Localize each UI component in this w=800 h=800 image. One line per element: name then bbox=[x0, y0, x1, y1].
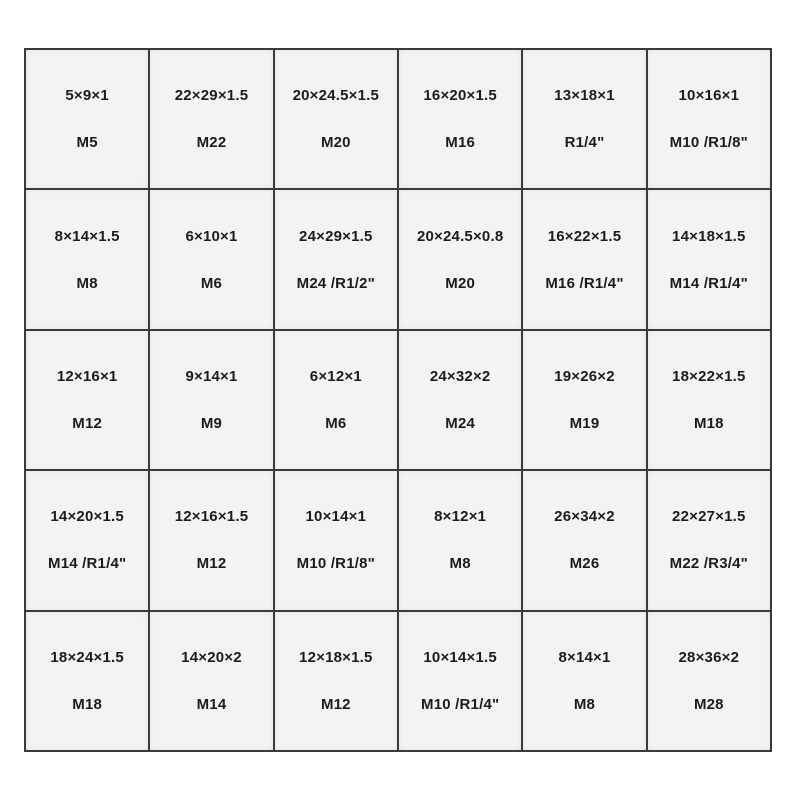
cell-size-label: 8×14×1 bbox=[558, 648, 611, 666]
grid-cell bbox=[399, 50, 521, 188]
cell-thread-label: M22 bbox=[196, 134, 227, 152]
cell-thread-label: M8 bbox=[449, 555, 471, 573]
grid-cell bbox=[150, 190, 272, 328]
grid-cell bbox=[150, 50, 272, 188]
cell-size-label: 8×12×1 bbox=[434, 508, 487, 526]
cell-thread-label: M16 /R1/4" bbox=[545, 274, 624, 292]
cell-thread-label: M6 bbox=[325, 414, 347, 432]
grid-cell bbox=[275, 50, 397, 188]
cell-thread-label: M10 /R1/8" bbox=[669, 134, 748, 152]
grid-cell bbox=[648, 50, 770, 188]
cell-thread-label: M14 /R1/4" bbox=[48, 555, 127, 573]
cell-size-label: 10×16×1 bbox=[678, 87, 740, 105]
grid-cell bbox=[399, 331, 521, 469]
cell-size-label: 14×20×2 bbox=[181, 648, 242, 666]
grid-cell bbox=[648, 190, 770, 328]
grid-cell bbox=[523, 331, 645, 469]
cell-thread-label: M9 bbox=[200, 414, 223, 432]
cell-size-label: 19×26×2 bbox=[554, 367, 615, 385]
cell-size-label: 8×14×1.5 bbox=[54, 227, 120, 245]
grid-cell bbox=[26, 612, 148, 750]
cell-size-label: 6×10×1 bbox=[185, 227, 238, 245]
cell-thread-label: M14 bbox=[196, 695, 227, 713]
cell-thread-label: M26 bbox=[569, 555, 600, 573]
cell-thread-label: M10 /R1/8" bbox=[296, 555, 375, 573]
cell-thread-label: M16 bbox=[445, 134, 476, 152]
cell-thread-label: M6 bbox=[200, 274, 223, 292]
cell-size-label: 12×18×1.5 bbox=[299, 648, 373, 666]
cell-thread-label: M20 bbox=[445, 274, 476, 292]
cell-size-label: 12×16×1 bbox=[56, 367, 118, 385]
grid-cell bbox=[399, 471, 521, 609]
cell-size-label: 10×14×1.5 bbox=[423, 648, 497, 666]
cell-size-label: 16×22×1.5 bbox=[547, 227, 622, 245]
cell-thread-label: M14 /R1/4" bbox=[669, 274, 748, 292]
grid-cell bbox=[648, 331, 770, 469]
cell-thread-label: M18 bbox=[72, 695, 103, 713]
cell-thread-label: M5 bbox=[76, 134, 98, 152]
grid-cell bbox=[648, 471, 770, 609]
cell-size-label: 14×20×1.5 bbox=[50, 508, 124, 526]
cell-size-label: 6×12×1 bbox=[309, 367, 362, 385]
grid-cell bbox=[26, 471, 148, 609]
grid-cell bbox=[26, 331, 148, 469]
cell-thread-label: M12 bbox=[196, 555, 227, 573]
cell-thread-label: M12 bbox=[72, 414, 103, 432]
cell-size-label: 24×29×1.5 bbox=[299, 227, 373, 245]
cell-thread-label: M19 bbox=[569, 414, 600, 432]
grid-cell bbox=[275, 471, 397, 609]
grid-cell bbox=[150, 471, 272, 609]
cell-size-label: 9×14×1 bbox=[185, 367, 238, 385]
cell-size-label: 18×22×1.5 bbox=[672, 367, 746, 385]
cell-thread-label: M18 bbox=[693, 414, 724, 432]
cell-size-label: 22×29×1.5 bbox=[174, 87, 249, 105]
cell-size-label: 12×16×1.5 bbox=[174, 508, 249, 526]
cell-thread-label: M12 bbox=[320, 695, 351, 713]
cell-thread-label: R1/4" bbox=[564, 134, 605, 152]
grid-cell bbox=[26, 190, 148, 328]
cell-thread-label: M8 bbox=[573, 695, 596, 713]
grid-cell bbox=[275, 331, 397, 469]
grid-cell bbox=[523, 50, 645, 188]
grid-cell bbox=[150, 612, 272, 750]
cell-size-label: 10×14×1 bbox=[305, 508, 367, 526]
cell-size-label: 16×20×1.5 bbox=[423, 87, 497, 105]
cell-size-label: 24×32×2 bbox=[429, 367, 491, 385]
cell-size-label: 28×36×2 bbox=[678, 648, 740, 666]
grid-cell bbox=[523, 190, 645, 328]
cell-size-label: 26×34×2 bbox=[554, 508, 615, 526]
washer-size-grid bbox=[24, 48, 772, 752]
grid-cell bbox=[26, 50, 148, 188]
cell-size-label: 13×18×1 bbox=[554, 87, 615, 105]
grid-cell bbox=[399, 190, 521, 328]
cell-thread-label: M24 /R1/2" bbox=[296, 274, 375, 292]
grid-cell bbox=[275, 190, 397, 328]
cell-thread-label: M10 /R1/4" bbox=[421, 695, 500, 713]
grid-cell bbox=[523, 612, 645, 750]
cell-size-label: 5×9×1 bbox=[65, 87, 109, 105]
cell-size-label: 20×24.5×1.5 bbox=[292, 87, 380, 105]
cell-thread-label: M22 /R3/4" bbox=[669, 555, 748, 573]
cell-size-label: 18×24×1.5 bbox=[50, 648, 124, 666]
cell-size-label: 14×18×1.5 bbox=[672, 227, 746, 245]
cell-thread-label: M8 bbox=[76, 274, 98, 292]
grid-cell bbox=[648, 612, 770, 750]
cell-size-label: 20×24.5×0.8 bbox=[416, 227, 504, 245]
cell-thread-label: M24 bbox=[445, 414, 476, 432]
cell-size-label: 22×27×1.5 bbox=[672, 508, 746, 526]
cell-thread-label: M20 bbox=[320, 134, 351, 152]
cell-thread-label: M28 bbox=[693, 695, 724, 713]
grid-cell bbox=[275, 612, 397, 750]
grid-cell bbox=[399, 612, 521, 750]
grid-cell bbox=[150, 331, 272, 469]
grid-cell bbox=[523, 471, 645, 609]
